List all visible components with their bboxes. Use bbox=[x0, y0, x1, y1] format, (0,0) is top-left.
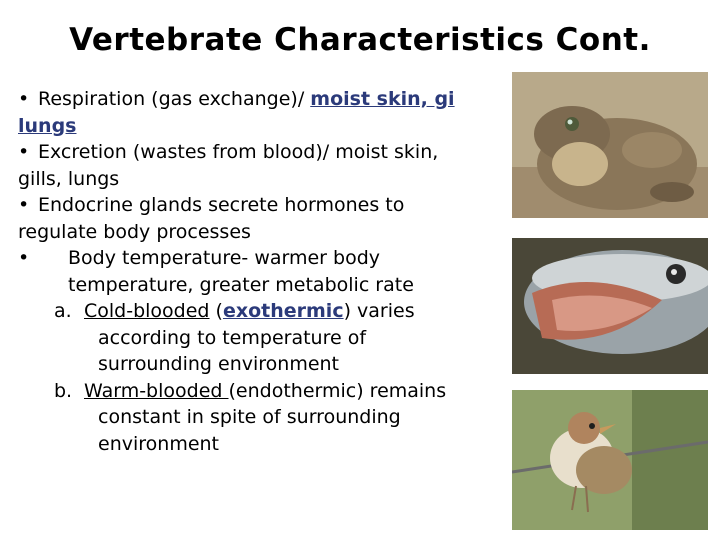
exothermic-link[interactable]: exothermic bbox=[222, 300, 344, 322]
lungs-link[interactable]: lungs bbox=[18, 114, 77, 137]
excretion-text-cont: gills, lungs bbox=[18, 167, 120, 190]
excretion-text: Excretion (wastes from blood)/ moist skin, bbox=[38, 141, 439, 163]
bullet-body-temperature bbox=[18, 245, 538, 272]
bullet-marker: • bbox=[18, 247, 30, 269]
subitem-cold-blooded bbox=[18, 298, 538, 325]
warm-blooded-text-cont2: environment bbox=[98, 432, 220, 455]
bullet-respiration bbox=[18, 86, 538, 113]
subitem-label-a: a. bbox=[54, 300, 72, 322]
bullet-excretion bbox=[18, 139, 538, 166]
warm-blooded-term: Warm-blooded bbox=[84, 379, 229, 402]
cold-blooded-text-cont2: surrounding environment bbox=[98, 353, 340, 375]
cold-blooded-text-cont: according to temperature of bbox=[98, 326, 367, 349]
warm-blooded-text-cont: constant in spite of surrounding bbox=[98, 406, 401, 428]
cold-blooded-text: ) varies bbox=[343, 300, 415, 322]
endocrine-text-cont: regulate body processes bbox=[18, 220, 251, 243]
paren-open: ( bbox=[209, 300, 223, 322]
fish-photo bbox=[512, 238, 708, 374]
slide-title: Vertebrate Characteristics Cont. bbox=[69, 22, 651, 58]
respiration-link[interactable]: moist skin, gi bbox=[310, 88, 455, 110]
subitem-label-b: b. bbox=[54, 379, 73, 402]
endocrine-text: Endocrine glands secrete hormones to bbox=[38, 194, 405, 216]
bullet-marker: • bbox=[18, 88, 30, 110]
respiration-text: Respiration (gas exchange)/ bbox=[38, 88, 311, 110]
body-temp-text-cont: temperature, greater metabolic rate bbox=[68, 273, 414, 296]
body-temp-text: Body temperature- warmer body bbox=[68, 247, 381, 269]
cold-blooded-term: Cold-blooded bbox=[84, 300, 210, 322]
bullet-marker: • bbox=[18, 194, 30, 216]
subitem-warm-blooded bbox=[18, 378, 538, 405]
bullet-endocrine bbox=[18, 192, 538, 219]
slide-body bbox=[18, 86, 538, 457]
warm-blooded-text: (endothermic) remains bbox=[228, 379, 447, 402]
bullet-marker: • bbox=[18, 141, 30, 163]
toad-photo bbox=[512, 72, 708, 218]
bird-photo bbox=[512, 390, 708, 530]
